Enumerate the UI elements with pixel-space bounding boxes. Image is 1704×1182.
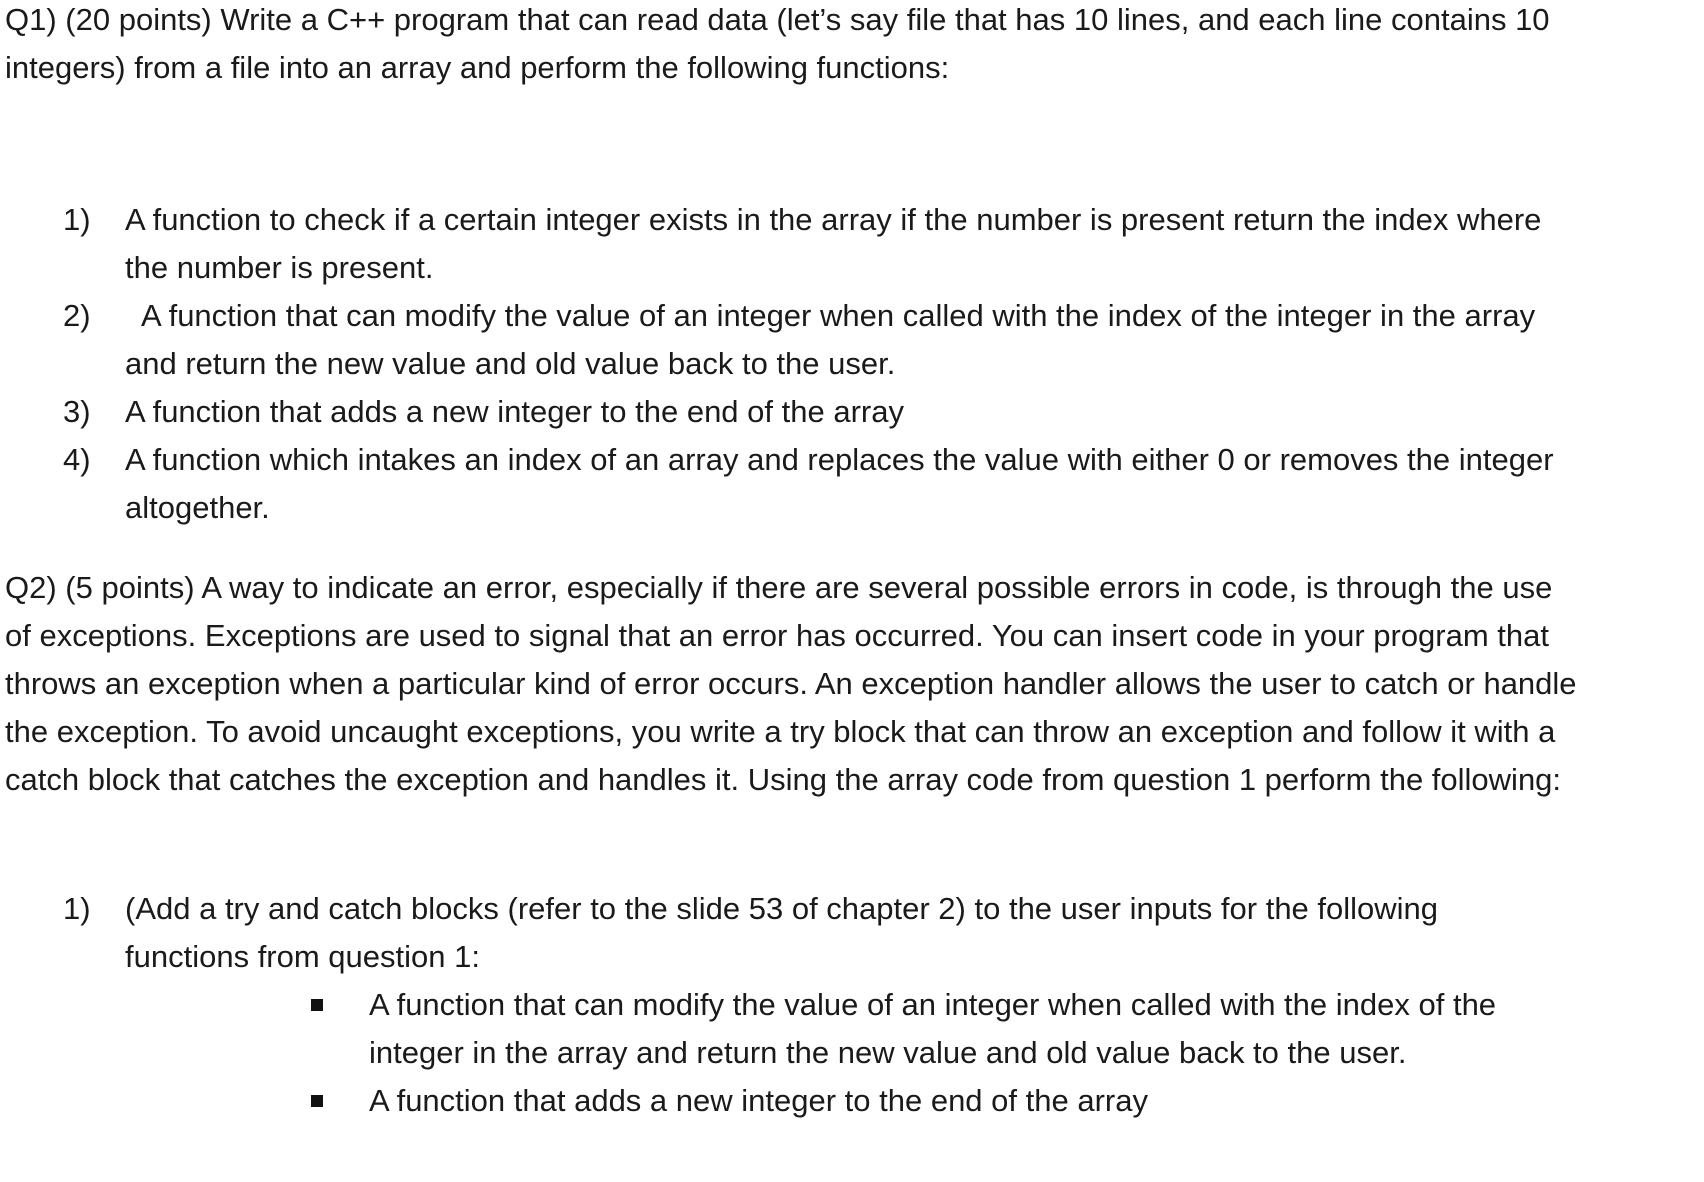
q2-list-item xyxy=(5,885,1505,981)
list-item-text xyxy=(125,292,1565,388)
list-number: 4) xyxy=(63,442,91,477)
square-bullet-icon xyxy=(311,1095,323,1107)
bullet-item xyxy=(5,1077,1569,1125)
bullet-text: A function that adds a new integer to the end of the array xyxy=(369,1083,1148,1118)
bullet-item xyxy=(5,981,1569,1077)
list-item-text: A function that adds a new integer to the end of the array xyxy=(125,394,904,429)
list-number: 1) xyxy=(63,891,91,926)
list-item-text: (Add a try and catch blocks (refer to the slide 53 of chapter 2) to the user inputs for the following functions from question 1: xyxy=(125,891,1439,974)
q2-task-list xyxy=(5,885,1695,1125)
q1-list-item xyxy=(5,388,1565,436)
q1-list-item xyxy=(5,196,1545,292)
q1-function-list xyxy=(5,196,1695,532)
q2-intro-paragraph: Q2) (5 points) A way to indicate an error, especially if there are several possible errors in code, is through the use of exceptions. Exceptions are used to signal that an error has occurred. You can insert code in your program that throws an exception when a particular kind of error occurs. An exception handler allows the user to catch or handle the exception. To avoid uncaught exceptions, you write a try block that can throw an exception and follow it with a catch block that catches the exception and handles it. Using the array code from question 1 perform the following: xyxy=(5,570,1577,797)
q1-list-item xyxy=(5,292,1565,388)
list-item-text-content: A function that can modify the value of an integer when called with the index of the integer in the array and return the new value and old value back to the user. xyxy=(125,298,1536,381)
list-item-text: A function which intakes an index of an array and replaces the value with either 0 or removes the integer altogether. xyxy=(125,442,1554,525)
q1-list-item xyxy=(5,436,1565,532)
list-item-text: A function to check if a certain integer exists in the array if the number is present return the index where the number is present. xyxy=(125,202,1542,285)
bullet-list xyxy=(5,981,1695,1125)
list-number: 3) xyxy=(63,394,91,429)
list-number: 2) xyxy=(63,298,91,333)
square-bullet-icon xyxy=(311,999,323,1011)
list-number: 1) xyxy=(63,202,91,237)
bullet-text: A function that can modify the value of an integer when called with the index of the integer in the array and return the new value and old value back to the user. xyxy=(369,987,1497,1070)
q1-intro-paragraph: Q1) (20 points) Write a C++ program that can read data (let’s say file that has 10 lines, and each line contains 10 integers) from a file into an array and perform the following functions: xyxy=(5,2,1550,85)
